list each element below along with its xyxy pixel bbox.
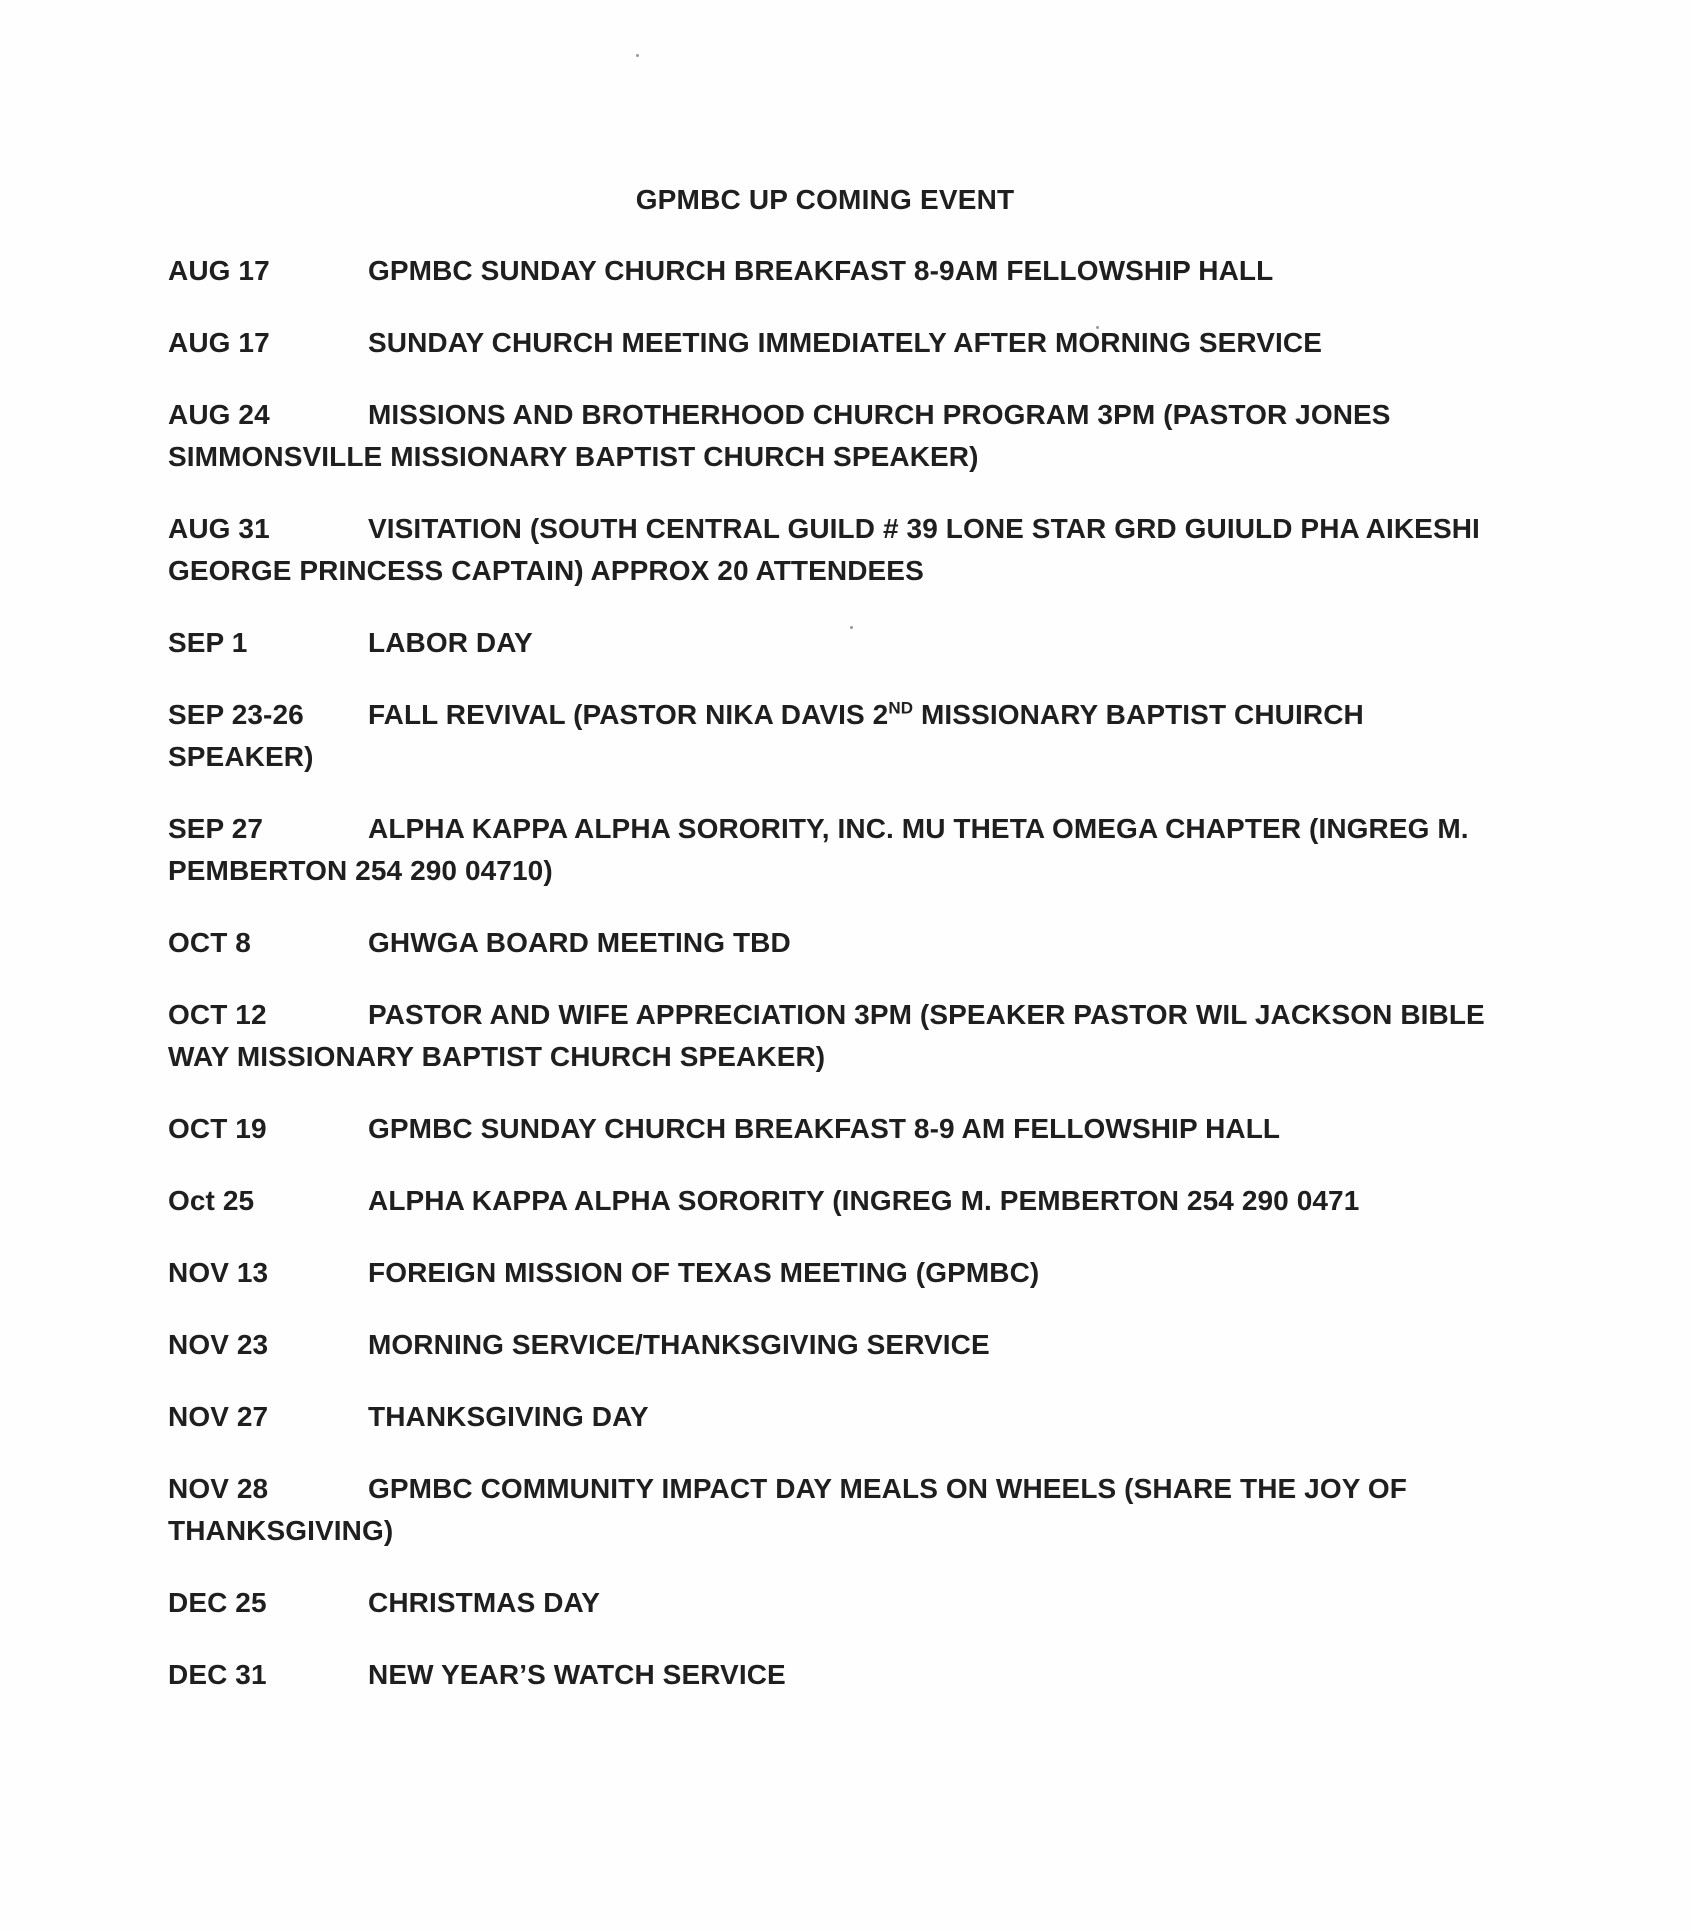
event-description: MISSIONS AND BROTHERHOOD CHURCH PROGRAM 3PM (PASTOR JONES SIMMONSVILLE MISSIONARY BAPTIST CHURCH SPEAKER)	[168, 399, 1391, 472]
event-description-end: MISSIONARY BAPTIST CHUIRCH SPEAKER)	[168, 699, 1364, 772]
event-date: AUG 17	[168, 255, 270, 286]
event-description: THANKSGIVING DAY	[368, 1401, 649, 1432]
event-item	[168, 1396, 1488, 1438]
event-item	[168, 1252, 1488, 1294]
event-description: SUNDAY CHURCH MEETING IMMEDIATELY AFTER MORNING SERVICE	[368, 327, 1322, 358]
page-title: GPMBC UP COMING EVENT	[635, 184, 1015, 215]
event-item	[168, 1108, 1488, 1150]
event-date: SEP 1	[168, 627, 248, 658]
event-item	[168, 1180, 1488, 1222]
event-item	[168, 250, 1488, 292]
event-description: ALPHA KAPPA ALPHA SORORITY, INC. MU THETA OMEGA CHAPTER (INGREG M. PEMBERTON 254 290 04710)	[168, 813, 1469, 886]
event-description-start: FALL REVIVAL (PASTOR NIKA DAVIS 2	[368, 699, 889, 730]
event-description: NEW YEAR’S WATCH SERVICE	[368, 1659, 786, 1690]
event-date: NOV 13	[168, 1257, 269, 1288]
event-date: SEP 27	[168, 813, 264, 844]
event-date: OCT 12	[168, 999, 267, 1030]
event-item	[168, 622, 1488, 664]
event-description: LABOR DAY	[368, 627, 533, 658]
scan-speck	[636, 54, 639, 57]
event-description: FOREIGN MISSION OF TEXAS MEETING (GPMBC)	[368, 1257, 1040, 1288]
event-date: NOV 28	[168, 1473, 269, 1504]
event-description: PASTOR AND WIFE APPRECIATION 3PM (SPEAKER PASTOR WIL JACKSON BIBLE WAY MISSIONARY BAPTIST CHURCH SPEAKER)	[168, 999, 1485, 1072]
event-date: NOV 27	[168, 1401, 269, 1432]
event-item	[168, 808, 1488, 892]
event-date: DEC 25	[168, 1587, 267, 1618]
event-date: OCT 8	[168, 927, 251, 958]
event-description: CHRISTMAS DAY	[368, 1587, 601, 1618]
event-date: OCT 19	[168, 1113, 267, 1144]
ordinal-suffix: ND	[888, 698, 914, 718]
event-description: VISITATION (SOUTH CENTRAL GUILD # 39 LONE STAR GRD GUIULD PHA AIKESHI GEORGE PRINCESS CAPTAIN) APPROX 20 ATTENDEES	[168, 513, 1480, 586]
event-item	[168, 994, 1488, 1078]
event-item	[168, 1468, 1488, 1552]
event-item	[168, 322, 1488, 364]
event-item	[168, 1654, 1488, 1696]
event-item	[168, 1324, 1488, 1366]
event-description: GHWGA BOARD MEETING TBD	[368, 927, 791, 958]
event-date: NOV 23	[168, 1329, 269, 1360]
event-item	[168, 922, 1488, 964]
event-date: SEP 23-26	[168, 699, 304, 730]
event-list	[168, 250, 1488, 1726]
event-description: GPMBC SUNDAY CHURCH BREAKFAST 8-9AM FELLOWSHIP HALL	[368, 255, 1274, 286]
event-description: GPMBC COMMUNITY IMPACT DAY MEALS ON WHEELS (SHARE THE JOY OF THANKSGIVING)	[168, 1473, 1407, 1546]
event-item	[168, 508, 1488, 592]
event-date: AUG 17	[168, 327, 270, 358]
event-date: AUG 31	[168, 513, 270, 544]
event-description: ALPHA KAPPA ALPHA SORORITY (INGREG M. PEMBERTON 254 290 0471	[368, 1185, 1360, 1216]
event-item	[168, 394, 1488, 478]
event-description: MORNING SERVICE/THANKSGIVING SERVICE	[368, 1329, 990, 1360]
event-description: GPMBC SUNDAY CHURCH BREAKFAST 8-9 AM FELLOWSHIP HALL	[368, 1113, 1281, 1144]
event-date: AUG 24	[168, 399, 270, 430]
event-item	[168, 1582, 1488, 1624]
event-item	[168, 694, 1488, 778]
event-date: DEC 31	[168, 1659, 267, 1690]
event-date: Oct 25	[168, 1185, 255, 1216]
